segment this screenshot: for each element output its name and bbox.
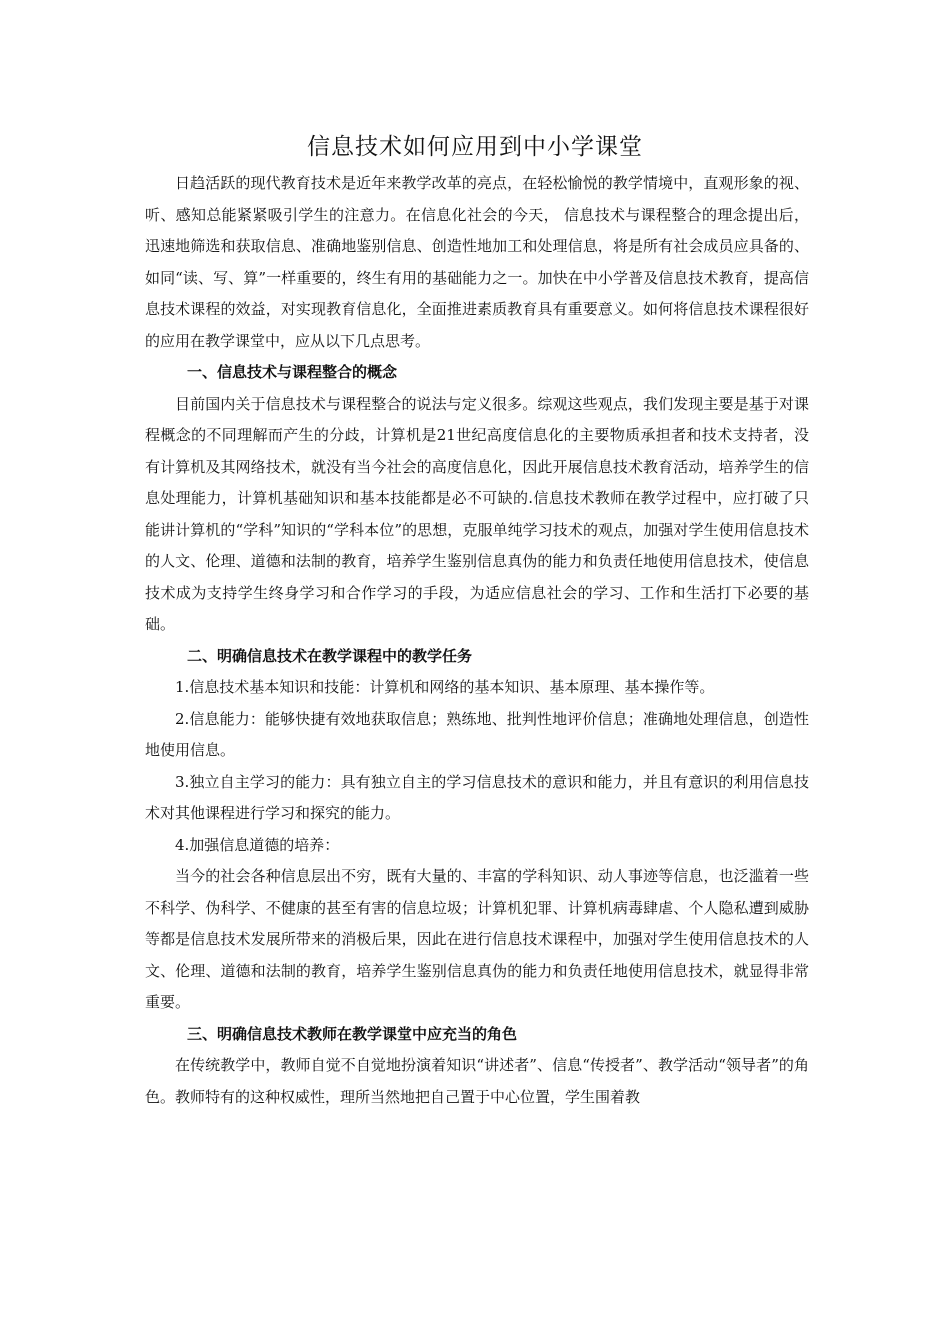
page-title: 信息技术如何应用到中小学课堂 xyxy=(307,134,643,160)
section-3-heading: 三、明确信息技术教师在教学课堂中应充当的角色 xyxy=(187,1024,518,1043)
task-item-1: 1.信息技术基本知识和技能：计算机和网络的基本知识、基本原理、基本操作等。 xyxy=(175,678,715,696)
section-3-paragraph: 在传统教学中，教师自觉不自觉地扮演着知识“讲述者”、信息“传授者”、教学活动“领导者”的角色。教师特有的这种权威性，理所当然地把自己置于中心位置，学生围着教 xyxy=(145,1056,809,1106)
section-1-heading: 一、信息技术与课程整合的概念 xyxy=(187,363,398,381)
section-1-paragraph: 目前国内关于信息技术与课程整合的说法与定义很多。综观这些观点，我们发现主要是基于对课程概念的不同理解而产生的分歧，计算机是21世纪高度信息化的主要物质承担者和技术支持者，没有计算机及其网络技术，就没有当今社会的高度信息化，因此开展信息技术教育活动，培养学生的信息处理能力，计算机基础知识和基本技能都是必不可缺的.信息技术教师在教学过程中，应打破了只能讲计算机的“学科”知识的“学科本位”的思想，克服单纯学习技术的观点，加强对学生使用信息技术的人文、伦理、道德和法制的教育，培养学生鉴别信息真伪的能力和负责任地使用信息技术，使信息技术成为支持学生终身学习和合作学习的手段，为适应信息社会的学习、工作和生活打下必要的基础。 xyxy=(145,394,809,633)
section-2-heading: 二、明确信息技术在教学课程中的教学任务 xyxy=(187,646,473,665)
task-item-2: 2.信息能力：能够快捷有效地获取信息；熟练地、批判性地评价信息；准确地处理信息，创造性地使用信息。 xyxy=(145,709,809,759)
task-item-3: 3.独立自主学习的能力：具有独立自主的学习信息技术的意识和能力，并且有意识的利用信息技术对其他课程进行学习和探究的能力。 xyxy=(145,772,809,822)
document-body xyxy=(145,168,809,1113)
section-2-paragraph: 当今的社会各种信息层出不穷，既有大量的、丰富的学科知识、动人事迹等信息，也泛滥着一些不科学、伪科学、不健康的甚至有害的信息垃圾；计算机犯罪、计算机病毒肆虐、个人隐私遭到威胁等都是信息技术发展所带来的消极后果，因此在进行信息技术课程中，加强对学生使用信息技术的人文、伦理、道德和法制的教育，培养学生鉴别信息真伪的能力和负责任地使用信息技术，就显得非常重要。 xyxy=(145,867,809,1011)
intro-paragraph: 日趋活跃的现代教育技术是近年来教学改革的亮点，在轻松愉悦的教学情境中，直观形象的视、听、感知总能紧紧吸引学生的注意力。在信息化社会的今天， 信息技术与课程整合的理念提出后，迅速地筛选和获取信息、准确地鉴别信息、创造性地加工和处理信息，将是所有社会成员应具备的、如同“读、写、算”一样重要的，终生有用的基础能力之一。加快在中小学普及信息技术教育，提高信息技术课程的效益，对实现教育信息化，全面推进素质教育具有重要意义。如何将信息技术课程很好的应用在教学课堂中，应从以下几点思考。 xyxy=(145,174,809,350)
task-item-4: 4.加强信息道德的培养： xyxy=(175,835,340,854)
